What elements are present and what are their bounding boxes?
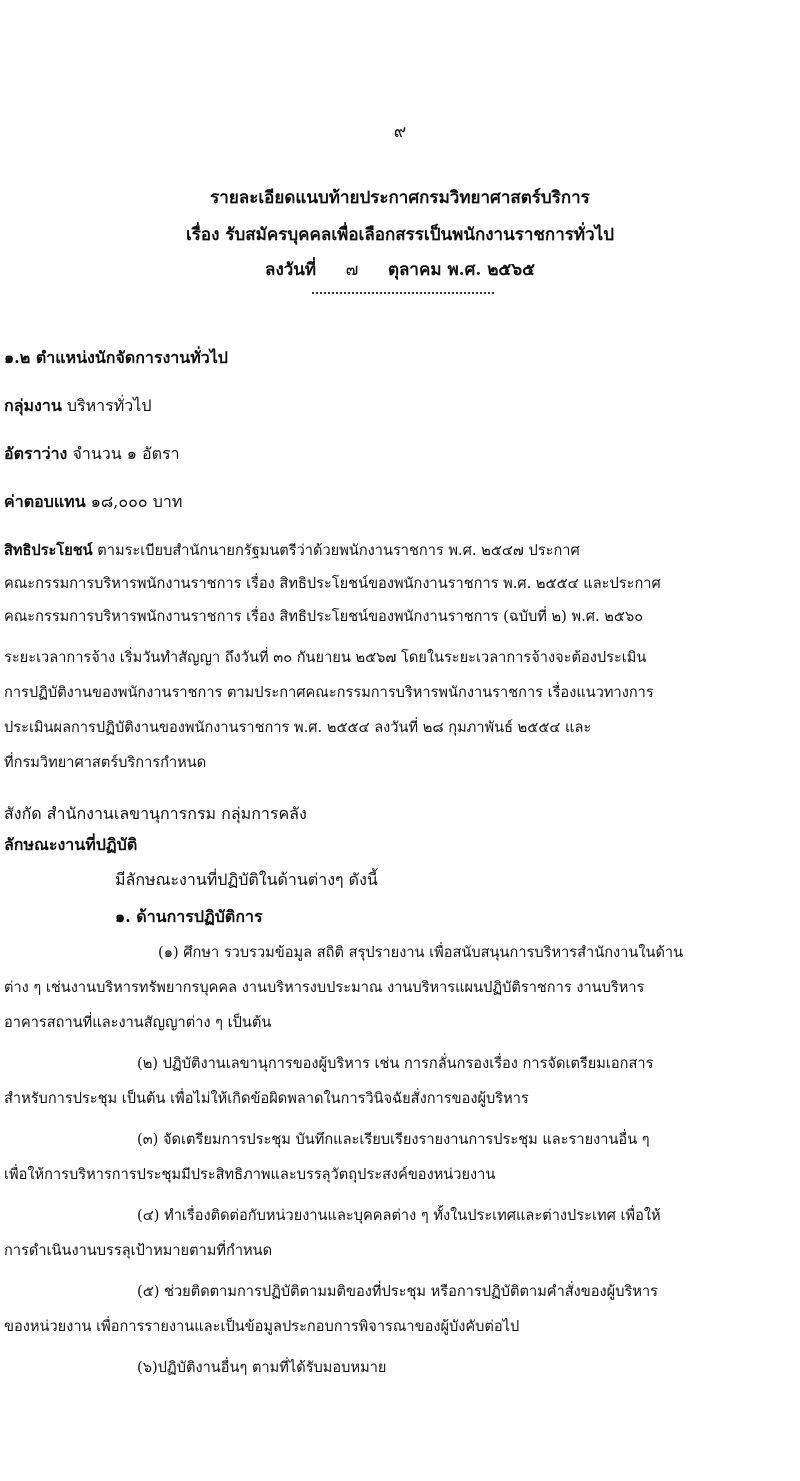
- duties-section-1: ๑. ด้านการปฏิบัติการ: [115, 907, 263, 926]
- page-number: ๙: [393, 122, 407, 142]
- employment-line-1: ระยะเวลาการจ้าง เริ่มวันทำสัญญา ถึงวันที่ ๓๐ กันยายน ๒๕๖๗ โดยในระยะเวลาการจ้างจะต้องประเมิน: [4, 649, 647, 666]
- affiliation: [4, 803, 307, 825]
- benefits-line-3: คณะกรรมการบริหารพนักงานราชการ เรื่อง สิทธิประโยชน์ของพนักงานราชการ (ฉบับที่ ๒) พ.ศ. ๒๕๖๐: [4, 608, 644, 625]
- vacancy: [4, 443, 180, 465]
- item-1-line-1: (๑) ศึกษา รวบรวมข้อมูล สถิติ สรุปรายงาน เพื่อสนับสนุนการบริหารสำนักงานในด้าน: [158, 944, 684, 961]
- header-line-2: เรื่อง รับสมัครบุคคลเพื่อเลือกสรรเป็นพนักงานราชการทั่วไป: [185, 225, 614, 245]
- duties-heading: ลักษณะงานที่ปฏิบัติ: [4, 835, 138, 854]
- job-group-value: บริหารทั่วไป: [66, 396, 152, 415]
- item-3-line-1: (๓) จัดเตรียมการประชุม บันทึกและเรียบเรียงรายงานการประชุม และรายงานอื่น ๆ: [137, 1131, 650, 1148]
- header-divider: [312, 292, 494, 294]
- job-group: [4, 395, 151, 417]
- position-title: ๑.๒ ตำแหน่งนักจัดการงานทั่วไป: [4, 348, 228, 367]
- item-2-line-2: สำหรับการประชุม เป็นต้น เพื่อไม่ให้เกิดข้อผิดพลาดในการวินิจฉัยสั่งการของผู้บริหาร: [4, 1090, 529, 1107]
- header-line-1: รายละเอียดแนบท้ายประกาศกรมวิทยาศาสตร์บริการ: [210, 188, 590, 208]
- affiliation-label: สังกัด: [4, 804, 42, 823]
- header-date-rest: ตุลาคม พ.ศ. ๒๕๖๕: [387, 260, 535, 280]
- item-5-line-2: ของหน่วยงาน เพื่อการรายงานและเป็นข้อมูลประกอบการพิจารณาของผู้บังคับต่อไป: [4, 1318, 520, 1335]
- header-date: [0, 256, 800, 283]
- item-1-line-2: ต่าง ๆ เช่นงานบริหารทรัพยากรบุคคล งานบริหารงบประมาณ งานบริหารแผนปฏิบัติราชการ งานบริหาร: [4, 979, 645, 996]
- item-6: (๖)ปฏิบัติงานอื่นๆ ตามที่ได้รับมอบหมาย: [137, 1359, 387, 1376]
- benefits-text-1: ตามระเบียบสำนักนายกรัฐมนตรีว่าด้วยพนักงานราชการ พ.ศ. ๒๕๔๗ ประกาศ: [97, 542, 580, 559]
- header-date-prefix: ลงวันที่: [265, 260, 317, 280]
- item-3-line-2: เพื่อให้การบริหารการประชุมมีประสิทธิภาพและบรรลุวัตถุประสงค์ของหน่วยงาน: [4, 1166, 496, 1183]
- salary: [4, 491, 182, 513]
- duties-intro: มีลักษณะงานที่ปฏิบัติในด้านต่างๆ ดังนี้: [115, 870, 378, 889]
- vacancy-label: อัตราว่าง: [4, 444, 68, 463]
- job-group-label: กลุ่มงาน: [4, 396, 62, 415]
- item-5-line-1: (๕) ช่วยติดตามการปฏิบัติตามมติของที่ประชุม หรือการปฏิบัติตามคำสั่งของผู้บริหาร: [137, 1283, 658, 1300]
- benefits-line-2: คณะกรรมการบริหารพนักงานราชการ เรื่อง สิทธิประโยชน์ของพนักงานราชการ พ.ศ. ๒๕๕๔ และประกาศ: [4, 575, 661, 592]
- vacancy-value: จำนวน ๑ อัตรา: [72, 444, 180, 463]
- salary-label: ค่าตอบแทน: [4, 492, 86, 511]
- affiliation-value: สำนักงานเลขานุการกรม กลุ่มการคลัง: [46, 804, 307, 823]
- item-1-line-3: อาคารสถานที่และงานสัญญาต่าง ๆ เป็นต้น: [4, 1014, 272, 1031]
- item-2-line-1: (๒) ปฏิบัติงานเลขานุการของผู้บริหาร เช่น การกลั่นกรองเรื่อง การจัดเตรียมเอกสาร: [137, 1055, 654, 1072]
- employment-line-3: ประเมินผลการปฏิบัติงานของพนักงานราชการ พ.ศ. ๒๕๕๔ ลงวันที่ ๒๘ กุมภาพันธ์ ๒๕๕๔ และ: [4, 719, 592, 736]
- salary-value: ๑๘,๐๐๐ บาท: [90, 492, 183, 511]
- employment-line-4: ที่กรมวิทยาศาสตร์บริการกำหนด: [4, 754, 207, 771]
- item-4-line-2: การดำเนินงานบรรลุเป้าหมายตามที่กำหนด: [4, 1242, 273, 1259]
- benefits-label: สิทธิประโยชน์: [4, 542, 93, 559]
- employment-line-2: การปฏิบัติงานของพนักงานราชการ ตามประกาศคณะกรรมการบริหารพนักงานราชการ เรื่องแนวทางการ: [4, 684, 654, 701]
- benefits-line-1: [4, 540, 788, 562]
- header-date-day: ๗: [345, 260, 359, 280]
- item-4-line-1: (๔) ทำเรื่องติดต่อกับหน่วยงานและบุคคลต่าง ๆ ทั้งในประเทศและต่างประเทศ เพื่อให้: [137, 1207, 661, 1224]
